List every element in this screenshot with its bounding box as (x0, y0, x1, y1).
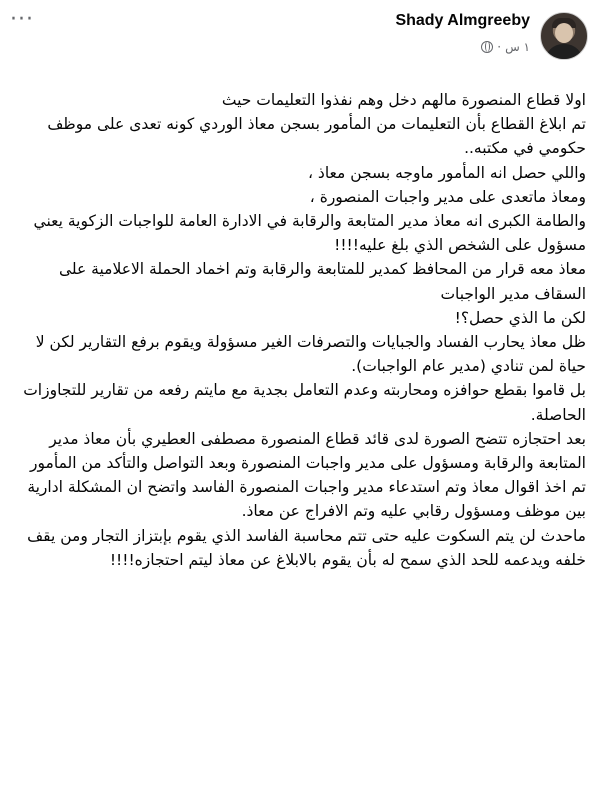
post-paragraph: معاذ معه قرار من المحافظ كمدير للمتابعة والرقابة وتم اخماد الحملة الاعلامية على السقاف مدير الواجبات (58, 260, 586, 303)
post-paragraph: لكن ما الذي حصل؟! (454, 308, 586, 327)
post-paragraph: بل قاموا بقطع حوافزه ومحاربته وعدم التعامل بجدية مع مايتم رفعه من تقارير للتجاوزات الحاصلة. (23, 381, 586, 424)
avatar-body (545, 44, 583, 60)
globe-icon[interactable] (481, 41, 493, 53)
post-paragraph: والطامة الكبرى انه معاذ مدير المتابعة والرقابة في الادارة العامة للواجبات الزكوية يعني مسؤول على الشخص الذي بلغ عليه!!!! (33, 212, 586, 255)
post-paragraph: اولا قطاع المنصورة مالهم دخل وهم نفذوا التعليمات حيث (221, 91, 586, 109)
post-time[interactable]: ١ س (505, 40, 530, 54)
post-paragraph: تم ابلاغ القطاع بأن التعليمات من المأمور بسجن معاذ الوردي كونه تعدى على موظف حكومي في مكتبه.. (47, 115, 586, 158)
post-paragraph: ماحدث لن يتم السكوت عليه حتى تتم محاسبة الفاسد الذي يقوم بإبتزاز التجار ومن يقف خلفه ويدعمه للحد الذي سمح له بأن يقوم بالابلاغ عن معاذ ليتم احتجازه!!!! (27, 526, 586, 569)
author-name[interactable]: Shady Almgreeby (395, 12, 530, 29)
post-meta (481, 40, 530, 54)
post-paragraph: واللي حصل انه المأمور ماوجه بسجن معاذ ، (307, 163, 586, 182)
post-paragraph: ومعاذ ماتعدى على مدير واجبات المنصورة ، (309, 187, 586, 206)
avatar[interactable] (540, 12, 588, 60)
post-body (14, 88, 586, 572)
more-options-icon[interactable]: ··· (10, 7, 34, 32)
post-paragraph: بعد احتجازه تتضح الصورة لدى قائد قطاع المنصورة مصطفى العطيري بأن معاذ مدير المتابعة والرقابة ومسؤول على مدير واجبات المنصورة وبعد التواصل والتأكد من المأمور تم اخذ اقوال معاذ وتم استدعاء مدير واجبات المنصورة الفاسد واتضح ان المشكلة ادارية بين موظف ومسؤول رقابي عليه وتم الافراج عن معاذ. (27, 429, 586, 521)
post-paragraph: ظل معاذ يحارب الفساد والجبايات والتصرفات الغير مسؤولة ويقوم برفع التقارير لكن لا حياة لمن تنادي (مدير عام الواجبات). (35, 333, 586, 376)
avatar-face (555, 23, 573, 43)
meta-separator: · (497, 40, 502, 54)
post-header (0, 0, 600, 80)
